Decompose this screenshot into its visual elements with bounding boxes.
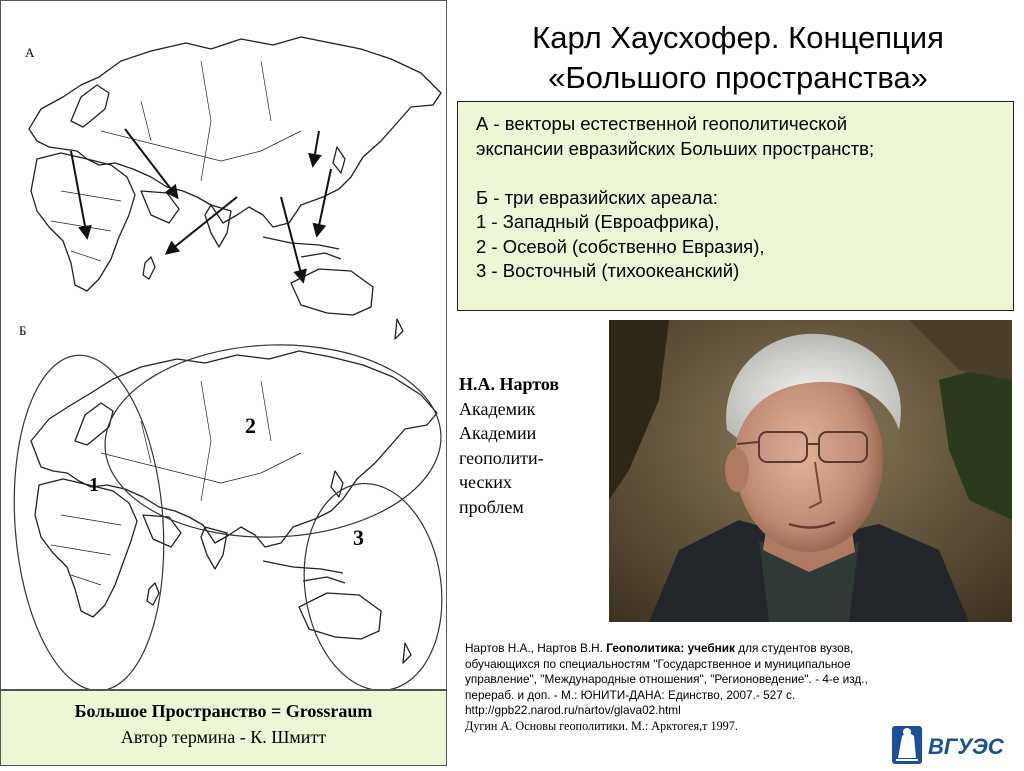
map-a [29, 37, 441, 339]
map-b-arabia [143, 515, 181, 547]
map-a-arabia [141, 191, 179, 223]
legend-box [457, 101, 1014, 311]
caption-line-1: Большое Пространство = Grossraum [74, 701, 373, 721]
map-b-africa [35, 479, 137, 617]
reference-title: Геополитика: учебник [606, 641, 735, 655]
references [465, 641, 975, 735]
caption-box [0, 690, 447, 766]
map-b-scandinavia [75, 403, 113, 445]
map-b-label: Б [19, 323, 27, 338]
author-title-line: Академик [459, 398, 536, 419]
reference-audience: для студентов вузов, [734, 641, 854, 655]
legend-line: А - векторы естественной геополитической [476, 113, 848, 134]
legend-line: экспансии евразийских Больших пространств; [476, 137, 875, 159]
map-a-scandinavia [71, 85, 109, 127]
legend-line: 3 - Восточный (тихоокеанский) [476, 260, 740, 281]
area-2-label: 2 [245, 413, 256, 438]
map-a-label: А [25, 45, 35, 60]
map-a-africa [31, 153, 135, 291]
legend-line: 2 - Осевой (собственно Евразия), [476, 235, 765, 257]
author-title-line: ческих [459, 472, 512, 492]
logo-text: ВГУЭС [928, 734, 1004, 759]
author-title-line: проблем [459, 496, 524, 517]
haushofer-maps [1, 1, 447, 690]
area-2-ellipse [102, 339, 444, 543]
area-3-label: 3 [353, 525, 364, 550]
map-b-australia [299, 593, 381, 639]
map-a-arrows [71, 129, 331, 281]
map-panel [0, 0, 447, 690]
area-3-ellipse [291, 475, 447, 690]
map-a-japan [333, 147, 345, 173]
slide-title [468, 18, 1008, 98]
area-1-ellipse [3, 350, 174, 690]
map-b-eurasia-outline [31, 351, 437, 547]
title-line-2: «Большого пространства» [548, 60, 928, 95]
map-a-indonesia [263, 237, 339, 249]
reference-line: обучающихся по специальностям "Государственное и муниципальное [465, 656, 851, 671]
reference-line: перераб. и доп. - М.: ЮНИТИ-ДАНА: Единство, 2007.- 527 с. [465, 687, 796, 702]
author-photo [609, 320, 1012, 622]
logo-icon [890, 722, 1018, 766]
map-a-australia [291, 269, 373, 315]
portrait-image [609, 320, 1012, 622]
reference-line: Дугин А. Основы геополитики. М.: Арктогея,т 1997. [465, 718, 738, 733]
reference-url: http://gpb22.narod.ru/nartov/glava02.html [465, 703, 681, 718]
legend-line: 1 - Западный (Евроафрика), [476, 211, 720, 232]
author-title-line: Академии [459, 423, 537, 443]
map-a-madagascar [143, 257, 155, 279]
caption-line-2: Автор термина - К. Шмитт [120, 727, 327, 747]
vguies-logo [890, 722, 1018, 766]
author-block [459, 372, 605, 519]
map-b-areas [3, 339, 447, 690]
reference-authors: Нартов Н.А., Нартов В.Н. [465, 641, 607, 655]
area-1-label: 1 [89, 474, 99, 496]
author-name: Н.А. Нартов [459, 374, 560, 394]
legend-line: Б - три евразийских ареала: [476, 186, 718, 208]
author-title-line: геополити- [459, 447, 544, 468]
reference-line [465, 641, 975, 657]
title-line-1: Карл Хаусхофер. Концепция [532, 20, 944, 55]
map-b [31, 351, 437, 663]
reference-line: управление", "Международные отношения", "Регионоведение". - 4-е изд., [465, 672, 868, 687]
